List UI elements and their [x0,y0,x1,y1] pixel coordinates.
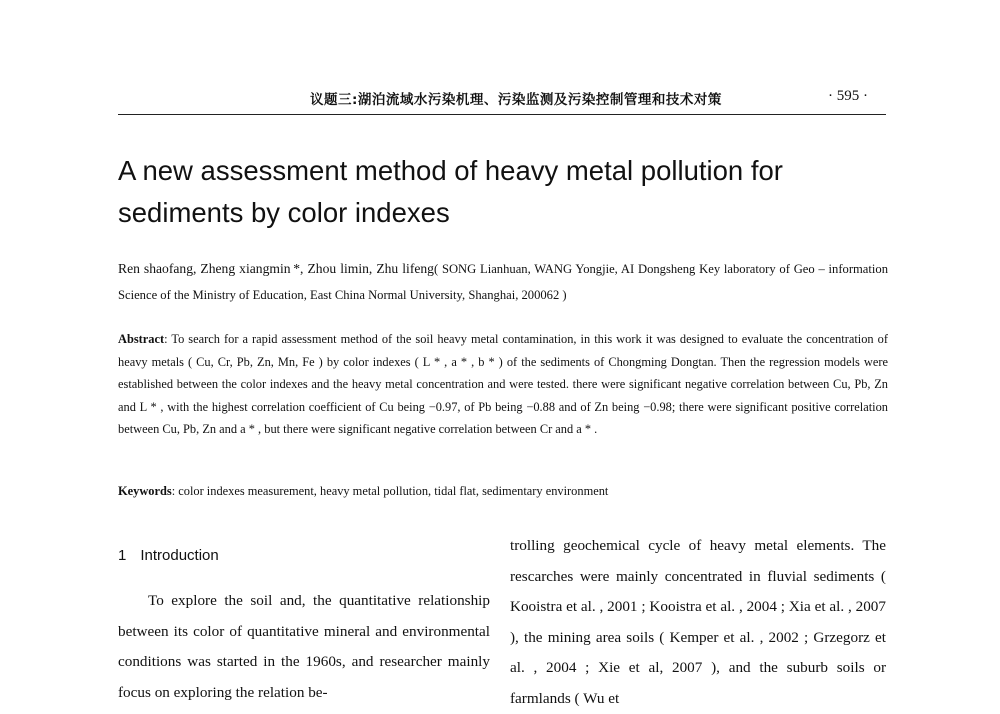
running-head: 议题三:湖泊流域水污染机理、污染监测及污染控制管理和技术对策 [310,92,722,108]
keywords-label: Keywords [118,484,172,498]
author-block [118,256,888,308]
section-number: 1 [118,547,127,564]
body-left-column: To explore the soil and, the quantitative relationship between its color of quantitative mineral and environmental conditions was started in the 1960s, and researcher mainly focus on exploring the relation be- [118,592,490,701]
page-number: · 595 · [828,88,868,104]
abstract-text: : To search for a rapid assessment method of the soil heavy metal contamination, in this work it was designed to evaluate the concentration of heavy metals ( Cu, Cr, Pb, Zn, Mn, Fe ) by color indexes ( L * , a * , b * ) of the sediments of Chongming Dongtan. Then the regression models were established between the color indexes and the heavy metal concentration and were tested. there were significant negative correlation between Cu, Pb, Zn and L * , with the highest correlation coefficient of Cu being −0.97, of Pb being −0.88 and of Zn being −0.98; there were significant positive correlation between Cu, Pb, Zn and a * , but there were significant negative correlation between Cr and a * . [118,332,888,437]
keywords-text: : color indexes measurement, heavy metal pollution, tidal flat, sedimentary environment [171,484,609,498]
abstract [118,328,888,441]
keywords [118,480,888,502]
author-names: Ren shaofang, Zheng xiangmin *, Zhou limin, Zhu lifeng [118,261,434,276]
section-title: Introduction [140,547,219,564]
section-heading [118,547,219,564]
author-affiliation: ( SONG Lianhuan, WANG Yongjie, AI Dongsheng Key laboratory of Geo – information Science of the Ministry of Education, East China Normal University, Shanghai, 200062 ) [118,262,888,302]
header-rule [118,114,886,115]
paper-title: A new assessment method of heavy metal pollution for sediments by color indexes [118,155,783,228]
body-right-column: trolling geochemical cycle of heavy metal elements. The rescarches were mainly concentrated in fluvial sediments ( Kooistra et al. , 2001 ; Kooistra et al. , 2004 ; Xia et al. , 2007 ), the mining area soils ( Kemper et al. , 2002 ; Grzegorz et al. , 2004 ; Xie et al, 2007 ), and the suburb soils or farmlands ( Wu et [510,537,886,707]
abstract-label: Abstract [118,332,165,346]
